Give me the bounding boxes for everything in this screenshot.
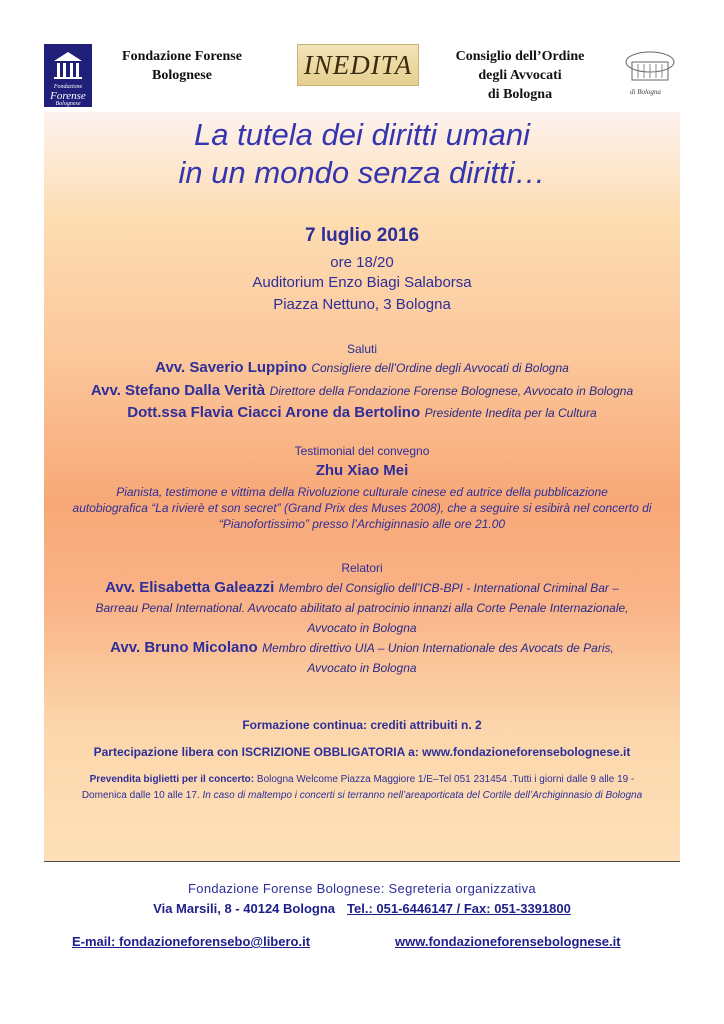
ordine-seal [622, 48, 678, 100]
logo-line-2: Forense [50, 90, 86, 102]
relatore-1-line-1 [44, 578, 680, 598]
relatore-1-name: Avv. Elisabetta Galeazzi [105, 579, 275, 596]
saluto-3 [44, 404, 680, 422]
relatore-2-role-2: Avvocato in Bologna [307, 661, 417, 675]
relatore-2 [44, 638, 680, 678]
testimonial-description [44, 484, 680, 532]
saluto-3-role: Presidente Inedita per la Cultura [424, 406, 597, 420]
panel-bottom-rule [44, 861, 680, 862]
org-left-line-2: Bolognese [152, 68, 212, 83]
org-right-line-2: degli Avvocati [478, 68, 562, 83]
footer-email-link[interactable]: E-mail: fondazioneforensebo@libero.it [72, 934, 311, 949]
footer-segreteria: Fondazione Forense Bolognese: Segreteria organizzativa [188, 881, 536, 896]
fondazione-logo [44, 44, 92, 107]
saluto-1 [44, 359, 680, 377]
saluti-heading: Saluti [346, 342, 378, 356]
relatore-1-role-3: Avvocato in Bologna [307, 621, 417, 635]
header [0, 0, 724, 112]
event-address: Piazza Nettuno, 3 Bologna [273, 296, 451, 313]
org-left-line-1: Fondazione Forense [122, 49, 242, 64]
event-date: 7 luglio 2016 [304, 225, 420, 246]
title-line-2: in un mondo senza diritti… [178, 155, 546, 190]
footer-address: Via Marsili, 8 - 40124 Bologna [153, 901, 336, 916]
org-right-line-3: di Bologna [487, 87, 553, 102]
saluto-2-name: Avv. Stefano Dalla Verità [90, 382, 266, 399]
footer-website-link[interactable]: www.fondazioneforensebolognese.it [395, 934, 621, 949]
prevendita-sunday: Domenica dalle 10 alle 17. [81, 790, 200, 801]
org-right-name [440, 47, 600, 104]
inedita-logo: INEDITA [297, 44, 419, 86]
testimonial-desc-line-2: autobiografica “La rivierè et son secret” (Grand Prix des Muses 2008), che a seguire si esibirà nel concerto di [72, 501, 652, 515]
relatore-2-name: Avv. Bruno Micolano [110, 639, 258, 656]
relatore-1-role-1: Membro del Consiglio dell’ICB-BPI - International Criminal Bar – [278, 581, 619, 595]
org-left-name [94, 47, 270, 85]
partecipazione-text: Partecipazione libera con ISCRIZIONE OBBLIGATORIA a: www.fondazioneforensebolognese.it [93, 745, 631, 759]
saluto-1-name: Avv. Saverio Luppino [155, 359, 307, 376]
building-icon [50, 49, 86, 81]
logo-line-3: Bolognese [55, 101, 81, 107]
title-line-1: La tutela dei diritti umani [193, 117, 531, 152]
saluto-1-role: Consigliere dell’Ordine degli Avvocati di Bologna [311, 361, 569, 375]
footer-phone[interactable]: Tel.: 051-6446147 / Fax: 051-3391800 [347, 901, 571, 916]
event-venue: Auditorium Enzo Biagi Salaborsa [252, 274, 472, 291]
prevendita-text [44, 772, 680, 804]
prevendita-line-2 [44, 788, 680, 804]
formazione-text: Formazione continua: crediti attribuiti n. 2 [242, 718, 482, 732]
relatore-2-line-1 [44, 638, 680, 658]
org-right-line-1: Consiglio dell’Ordine [455, 49, 585, 64]
logo-line-1: Fondazione [53, 84, 83, 90]
testimonial-desc-line-1: Pianista, testimone e vittima della Rivoluzione culturale cinese ed autrice della pubblicazione [116, 485, 608, 499]
relatori-heading: Relatori [341, 561, 383, 575]
saluto-2 [44, 382, 680, 400]
relatore-1 [44, 578, 680, 638]
relatore-1-role-2: Barreau Penal International. Avvocato abilitato al patrocinio innanzi alla Corte Penale Internazionale, [95, 601, 629, 615]
prevendita-line-1 [44, 772, 680, 788]
seal-icon [622, 48, 678, 88]
saluto-2-role: Direttore della Fondazione Forense Bolognese, Avvocato in Bologna [269, 384, 634, 398]
event-time: ore 18/20 [330, 254, 394, 271]
prevendita-detail: Bologna Welcome Piazza Maggiore 1/E–Tel 051 231454 .Tutti i giorni dalle 9 alle 19 - [254, 774, 635, 785]
testimonial-heading: Testimonial del convegno [294, 444, 430, 458]
saluto-3-name: Dott.ssa Flavia Ciacci Arone da Bertolino [127, 404, 421, 421]
testimonial-name: Zhu Xiao Mei [315, 462, 409, 479]
testimonial-desc-line-3: “Pianofortissimo” presso l’Archiginnasio alle ore 21.00 [218, 517, 506, 531]
prevendita-label: Prevendita biglietti per il concerto: [89, 774, 255, 785]
relatore-2-role-1: Membro direttivo UIA – Union Internationale des Avocats de Paris, [262, 641, 614, 655]
footer-contacts [44, 901, 680, 916]
prevendita-weather-note: In caso di maltempo i concerti si terranno nell’areaporticata del Cortile dell’Archiginnasio di Bologna [199, 790, 643, 801]
seal-caption: di Bologna [630, 88, 661, 96]
event-title [44, 116, 680, 192]
